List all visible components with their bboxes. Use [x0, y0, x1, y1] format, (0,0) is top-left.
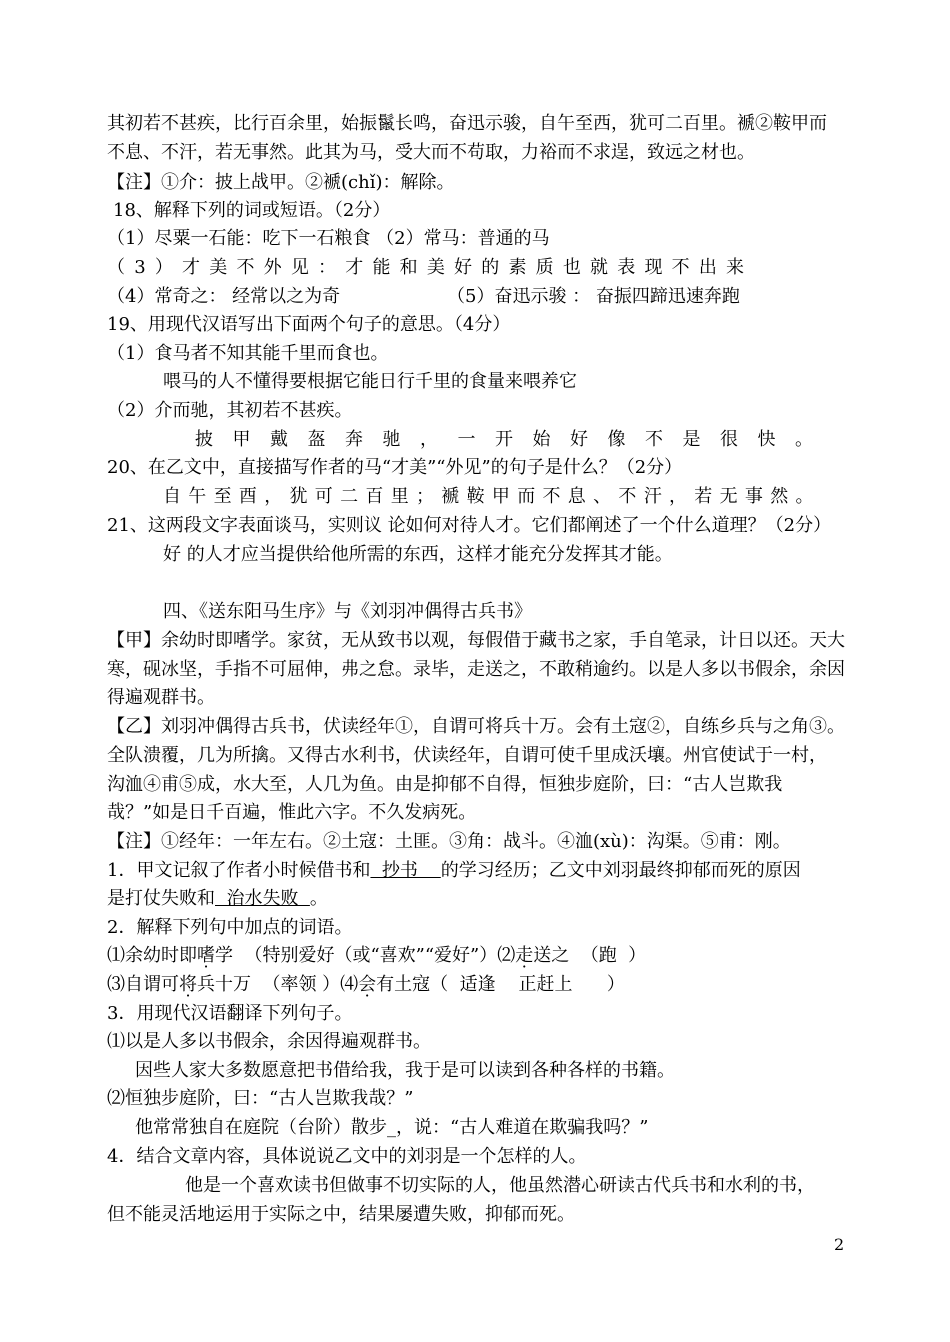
dotted-word: 嗜	[197, 945, 215, 966]
question-2: 2．解释下列句中加点的词语。	[107, 917, 353, 938]
note-line: 【注】①经年：一年左右。②土寇：土匪。③角：战斗。④洫(xù)：沟渠。⑤甫：刚。	[107, 831, 791, 852]
question-2-text: ⑶自谓可	[107, 974, 179, 995]
dotted-word: 会	[358, 974, 377, 995]
answer-18-3	[107, 257, 845, 279]
question-3-1: ⑴以是人多以书假余，余因得遍观群书。	[107, 1031, 431, 1052]
dotted-word: 将	[179, 974, 197, 995]
answer-18-1: （1）尽粟一石能：吃下一石粮食 （2）常马：普通的马	[107, 228, 550, 249]
question-1-text: 。	[309, 888, 328, 909]
question-1-cont	[107, 888, 328, 910]
question-1	[107, 860, 801, 882]
question-2-text: ⑴余幼时即	[107, 945, 197, 966]
text-yi-line: 沟洫④甫⑤成，水大至，人几为鱼。由是抑郁不自得，恒独步庭阶，曰：“古人岂欺我	[107, 774, 783, 795]
answer-2-text: 学 （特别爱好（或“喜欢”“爱好”）⑵	[215, 945, 516, 966]
answer-18-5: （5）奋迅示骏 ： 奋振四蹄迅速奔跑	[447, 286, 740, 307]
text-line: 不息、不汗，若无事然。此其为马，受大而不苟取，力裕而不求逞，致远之材也。	[107, 142, 755, 163]
question-4: 4．结合文章内容，具体说说乙文中的刘羽是一个怎样的人。	[107, 1146, 587, 1167]
question-1-text: 的学习经历；乙文中刘羽最终抑郁而死的原因	[440, 860, 801, 881]
answer-4-line: 但不能灵活地运用于实际之中，结果屡遭失败，抑郁而死。	[107, 1204, 575, 1225]
question-2-row-1	[107, 945, 646, 967]
text-yi-line: 【乙】刘羽冲偶得古兵书，伏读经年①，自谓可将兵十万。会有土寇②，自练乡兵与之角③。	[107, 716, 845, 737]
answer-20: 自午至酉，犹可二百里；褫鞍甲而不息、不汗，若无事然。	[163, 486, 821, 507]
question-21: 21、这两段文字表面谈马，实则议 论如何对待人才。它们都阐述了一个什么道理？（2分）	[107, 515, 832, 536]
answer-18-4: （4）常奇之： 经常以之为奇	[107, 286, 341, 307]
question-3: 3．用现代汉语翻译下列句子。	[107, 1003, 353, 1024]
text-jia-line: 寒，砚冰坚，手指不可屈伸，弗之怠。录毕，走送之，不敢稍逾约。以是人多以书假余，余因	[107, 659, 845, 680]
question-20: 20、在乙文中，直接描写作者的马“才美”“外见”的句子是什么？（2分）	[107, 457, 683, 478]
text-jia-line: 【甲】余幼时即嗜学。家贫，无从致书以观，每假借于藏书之家，手自笔录，计日以还。天大	[107, 630, 845, 651]
question-1-text: 是打仗失败和	[107, 888, 215, 909]
answer-2-text: 兵十万 （率领 ）⑷	[197, 974, 359, 995]
answer-19-1: 喂马的人不懂得要根据它能日行千里的食量来喂养它	[163, 371, 577, 392]
answer-1a: 抄书	[370, 860, 441, 881]
text-yi-line: 哉？”如是日千百遍，惟此六字。不久发病死。	[107, 802, 477, 823]
note-line: 【注】①介：披上战甲。②褫(chǐ)：解除。	[107, 172, 455, 193]
question-19-2: （2）介而驰，其初若不甚疾。	[107, 400, 353, 421]
answer-21: 好 的人才应当提供给他所需的东西，这样才能充分发挥其才能。	[163, 544, 673, 565]
text-jia-line: 得遍观群书。	[107, 687, 215, 708]
answer-2-text: 送之 （跑 ）	[533, 945, 647, 966]
answer-18-3-text: （3）才美不外见：才能和美好的素质也就表现不出来	[107, 257, 754, 278]
question-18: 18、解释下列的词或短语。（2分）	[113, 200, 391, 221]
section-title: 四、《送东阳马生序》与《刘羽冲偶得古兵书》	[163, 601, 532, 622]
question-19: 19、用现代汉语写出下面两个句子的意思。（4分）	[107, 314, 511, 335]
question-1-text: 1．甲文记叙了作者小时候借书和	[107, 860, 371, 881]
answer-19-2: 披甲戴盔奔驰，一开始好像不是很快。	[195, 429, 833, 450]
text-line: 其初若不甚疾，比行百余里，始振鬣长鸣，奋迅示骏，自午至西，犹可二百里。褫②鞍甲而	[107, 113, 827, 134]
answer-2-text: 有土寇（ 适逢 正赶上 ）	[376, 974, 625, 995]
question-19-1: （1）食马者不知其能千里而食也。	[107, 343, 389, 364]
question-2-row-2	[107, 974, 625, 996]
page-number: 2	[834, 1235, 845, 1254]
question-3-2: ⑵恒独步庭阶，曰：“古人岂欺我哉？”	[107, 1088, 414, 1109]
text-yi-line: 全队溃覆，几为所擒。又得古水利书，伏读经年，自谓可使千里成沃壤。州官使试于一村，	[107, 745, 827, 766]
answer-3-2: 他常常独自在庭院（台阶）散步_，说：“古人难道在欺骗我吗？”	[135, 1117, 649, 1138]
answer-4-line: 他是一个喜欢读书但做事不切实际的人，他虽然潜心研读古代兵书和水利的书，	[185, 1175, 815, 1196]
dotted-word: 走	[515, 945, 534, 966]
answer-3-1: 因些人家大多数愿意把书借给我，我于是可以读到各种各样的书籍。	[135, 1060, 675, 1081]
answer-1b: 治水失败	[215, 888, 310, 909]
